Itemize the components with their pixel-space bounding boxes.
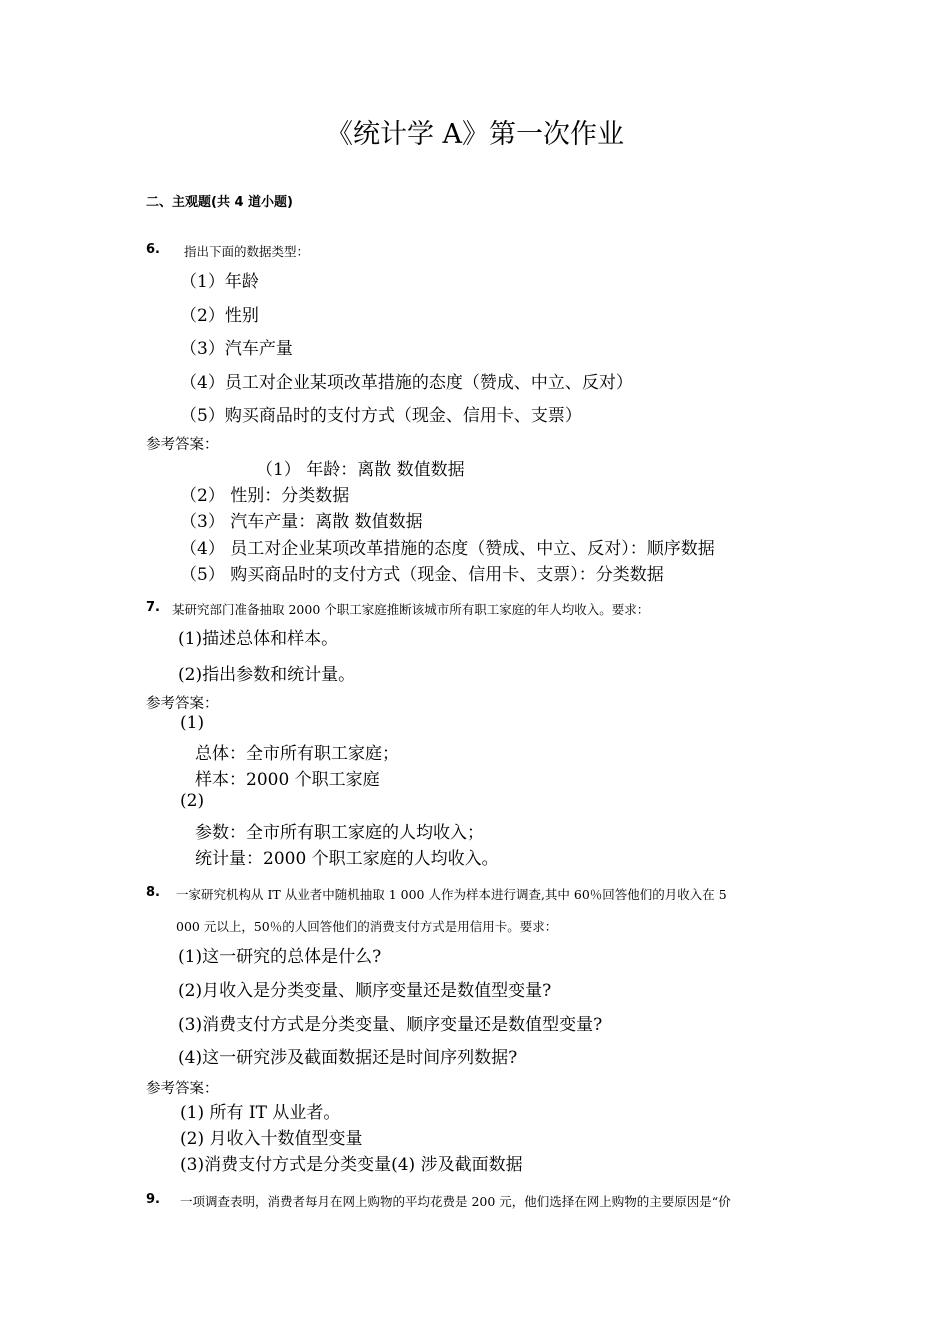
question-7-item: (1)描述总体和样本。 (178, 629, 339, 649)
question-9-number: 9. (146, 1192, 160, 1207)
question-6-item: （5）购买商品时的支付方式（现金、信用卡、支票） (180, 406, 582, 426)
question-7-answer: 总体：全市所有职工家庭； (195, 744, 399, 764)
answer-label: 参考答案： (146, 696, 219, 712)
question-8-item: (2)月收入是分类变量、顺序变量还是数值型变量? (178, 981, 552, 1001)
question-6-stem: 指出下面的数据类型： (184, 244, 310, 259)
question-8-answer: (2) 月收入十数值型变量 (180, 1129, 363, 1149)
answer-label: 参考答案： (146, 437, 219, 453)
question-6-answer: （4） 员工对企业某项改革措施的态度（赞成、中立、反对）：顺序数据 (180, 539, 715, 559)
question-6-number: 6. (146, 242, 160, 257)
question-7-answer: 样本：2000 个职工家庭 (195, 770, 380, 790)
question-7-item: (2)指出参数和统计量。 (178, 665, 356, 685)
question-8-item: (4)这一研究涉及截面数据还是时间序列数据? (178, 1048, 518, 1068)
question-6-answer: （5） 购买商品时的支付方式（现金、信用卡、支票）：分类数据 (180, 565, 664, 585)
question-9-stem: 一项调查表明，消费者每月在网上购物的平均花费是 200 元，他们选择在网上购物的主要原因是“价 (180, 1194, 731, 1209)
question-7-answer: (1) (180, 713, 205, 733)
question-8-item: (3)消费支付方式是分类变量、顺序变量还是数值型变量? (178, 1015, 603, 1035)
question-8-stem-line-1: 一家研究机构从 IT 从业者中随机抽取 1 000 人作为样本进行调查,其中 60％回答他们的月收入在 5 (176, 887, 727, 902)
question-6-item: （4）员工对企业某项改革措施的态度（赞成、中立、反对） (180, 373, 633, 393)
question-8-item: (1)这一研究的总体是什么? (178, 947, 382, 967)
question-6-answer: （2） 性别：分类数据 (180, 486, 350, 506)
question-6-answer: （3） 汽车产量：离散 数值数据 (180, 512, 423, 532)
question-8-number: 8. (146, 885, 160, 900)
page-title: 《统计学 A》第一次作业 (325, 119, 625, 150)
question-8-answer: (3)消费支付方式是分类变量(4) 涉及截面数据 (180, 1155, 523, 1175)
question-6-answer: （1） 年龄：离散 数值数据 (256, 460, 465, 480)
question-6-item: （1）年龄 (180, 272, 259, 292)
question-7-number: 7. (146, 600, 160, 615)
section-heading: 二、主观题(共 4 道小题) (146, 195, 293, 210)
answer-label: 参考答案： (146, 1081, 219, 1097)
question-8-stem-line-2: 000 元以上，50％的人回答他们的消费支付方式是用信用卡。要求： (176, 919, 558, 934)
question-8-answer: (1) 所有 IT 从业者。 (180, 1103, 341, 1123)
question-6-item: （3）汽车产量 (180, 339, 293, 359)
question-7-stem: 某研究部门准备抽取 2000 个职工家庭推断该城市所有职工家庭的年人均收入。要求： (172, 602, 650, 617)
question-6-item: （2）性别 (180, 306, 259, 326)
question-7-answer: 统计量：2000 个职工家庭的人均收入。 (195, 849, 499, 869)
question-7-answer: 参数：全市所有职工家庭的人均收入； (195, 823, 484, 843)
question-7-answer: (2) (180, 791, 205, 811)
